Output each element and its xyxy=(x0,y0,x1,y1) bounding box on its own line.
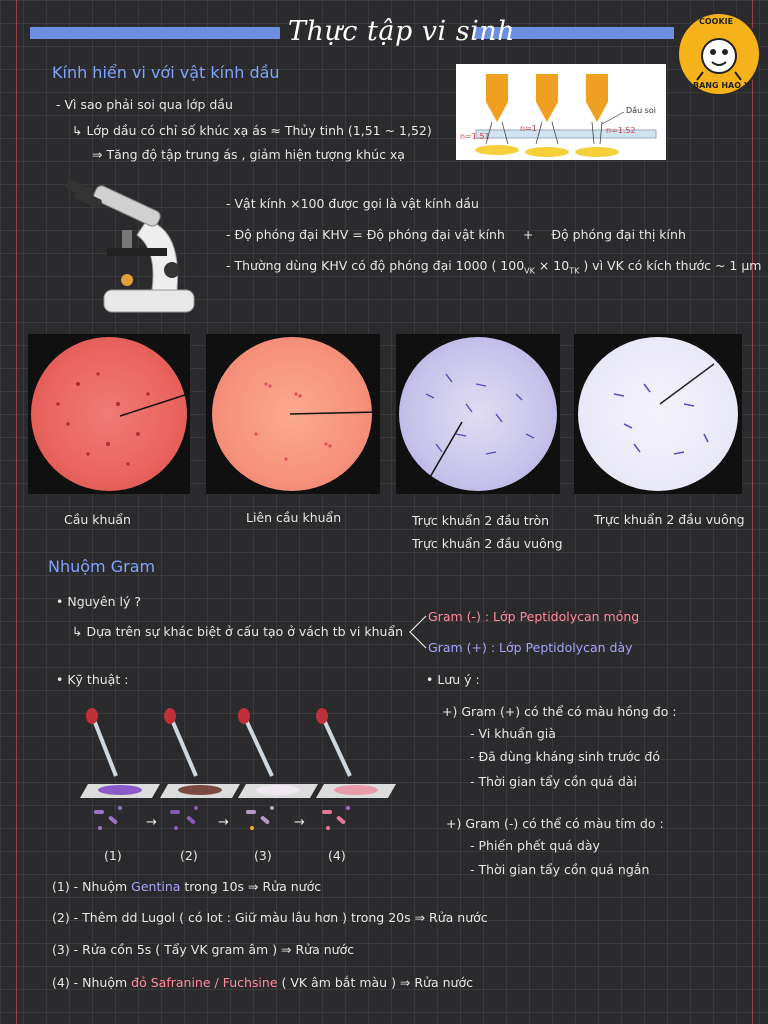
step-4-prefix: (4) - Nhuộm xyxy=(52,975,132,990)
svg-text:→: → xyxy=(294,815,305,830)
micrograph-bacilli-round xyxy=(396,334,560,494)
oil-refraction-detail: ↳ Lớp dầu có chỉ số khúc xạ ás ≈ Thủy tinh (1,51 ~ 1,52) xyxy=(72,123,432,138)
magnification-plus: + xyxy=(522,227,534,242)
caption-bacilli-square: Trực khuẩn 2 đầu vuông xyxy=(594,512,745,527)
diagram-label-n151: n=1.51 xyxy=(460,132,490,141)
step-2-text: (2) - Thêm dd Lugol ( có Iot : Giữ màu lâu hơn ) trong 20s ⇒ Rửa nước xyxy=(52,910,488,925)
step-1-text xyxy=(52,879,321,894)
magnification-formula-right: Độ phóng đại thị kính xyxy=(551,227,686,242)
pos-note-item-1: - Vi khuẩn già xyxy=(470,726,556,741)
caption-cocci: Cầu khuẩn xyxy=(64,512,131,527)
diagram-label-n152: n=1.52 xyxy=(606,126,636,135)
right-margin-line xyxy=(752,0,753,1024)
step-4-text xyxy=(52,975,473,990)
neg-note-item-1: - Phiến phết quá dày xyxy=(470,838,600,853)
technique-label: • Kỹ thuật : xyxy=(56,672,129,687)
neg-note-item-2: - Thời gian tẩy cồn quá ngắn xyxy=(470,862,650,877)
oil-immersion-diagram xyxy=(456,64,666,160)
micrograph-bacilli-square xyxy=(574,334,742,494)
left-margin-line xyxy=(16,0,17,1024)
step-4-suffix: ( VK âm bắt màu ) ⇒ Rửa nước xyxy=(277,975,473,990)
magnification-usage xyxy=(226,258,761,276)
magnification-usage-sub-tk: TK xyxy=(569,266,580,276)
gram-negative-note-head: +) Gram (-) có thể có màu tím do : xyxy=(446,816,664,831)
section-heading-gram-stain: Nhuộm Gram xyxy=(48,557,156,576)
magnification-usage-sub-vk: VK xyxy=(524,266,535,276)
step-3-text: (3) - Rửa cồn 5s ( Tẩy VK gram âm ) ⇒ Rửa nước xyxy=(52,942,355,957)
microscope-illustration xyxy=(52,180,202,320)
pos-note-item-3: - Thời gian tẩy cồn quá dài xyxy=(470,774,638,789)
diagram-label-oil: Dầu soi xyxy=(626,106,656,115)
step-label-1: (1) xyxy=(104,848,122,863)
magnification-usage-b: × 10 xyxy=(534,258,570,273)
caption-streptococci: Liên cầu khuẩn xyxy=(246,510,342,525)
pos-note-item-2: - Đã dùng kháng sinh trước đó xyxy=(470,749,660,764)
step-label-3: (3) xyxy=(254,848,272,863)
title-bar-left xyxy=(30,27,280,39)
magnification-usage-a: - Thường dùng KHV có độ phóng đại 1000 ( 100 xyxy=(226,258,525,273)
principle-detail: ↳ Dựa trên sự khác biệt ở cấu tạo ở vách tb vi khuẩn xyxy=(72,624,404,639)
caption-bacilli-round-line2: Trực khuẩn 2 đầu vuông xyxy=(412,536,563,551)
badge-bottom-text: BANG HAO X xyxy=(693,81,750,90)
cookie-badge-logo xyxy=(677,12,761,96)
diagram-label-n1: n=1 xyxy=(520,124,537,133)
oil-question: - Vì sao phải soi qua lớp dầu xyxy=(56,97,233,112)
section-heading-oil-immersion: Kính hiển vi với vật kính dầu xyxy=(52,63,280,82)
note-label: • Lưu ý : xyxy=(426,672,480,687)
step-1-suffix: trong 10s ⇒ Rửa nước xyxy=(180,879,322,894)
principle-label: • Nguyên lý ? xyxy=(56,594,142,609)
badge-top-text: COOKIE xyxy=(699,17,734,26)
svg-text:→: → xyxy=(218,815,229,830)
brace-icon xyxy=(406,612,430,652)
oil-lens-definition: - Vật kính ×100 được gọi là vật kính dầu xyxy=(226,196,479,211)
magnification-formula xyxy=(226,227,686,242)
bacteria-row-illustration xyxy=(90,800,380,840)
svg-text:→: → xyxy=(146,815,157,830)
step-label-4: (4) xyxy=(328,848,346,863)
gram-positive-note-head: +) Gram (+) có thể có màu hồng đo : xyxy=(442,704,677,719)
step-4-stain: đỏ Safranine / Fuchsine xyxy=(131,975,278,990)
step-1-prefix: (1) - Nhuộm xyxy=(52,879,132,894)
gram-negative-def: Gram (-) : Lớp Peptidolycan mỏng xyxy=(428,609,640,624)
magnification-formula-left: - Độ phóng đại KHV = Độ phóng đại vật kính xyxy=(226,227,505,242)
step-1-stain: Gentina xyxy=(131,879,181,894)
step-label-2: (2) xyxy=(180,848,198,863)
oil-result: ⇒ Tăng độ tập trung ás , giảm hiện tượng khúc xạ xyxy=(92,147,405,162)
micrograph-cocci xyxy=(28,334,190,494)
caption-bacilli-round: Trực khuẩn 2 đầu tròn xyxy=(412,513,550,528)
gram-positive-def: Gram (+) : Lớp Peptidolycan dày xyxy=(428,640,633,655)
micrograph-streptococci xyxy=(206,334,380,494)
magnification-usage-c: ) vì VK có kích thước ~ 1 μm xyxy=(579,258,762,273)
page-title: Thực tập vi sinh xyxy=(288,16,516,47)
